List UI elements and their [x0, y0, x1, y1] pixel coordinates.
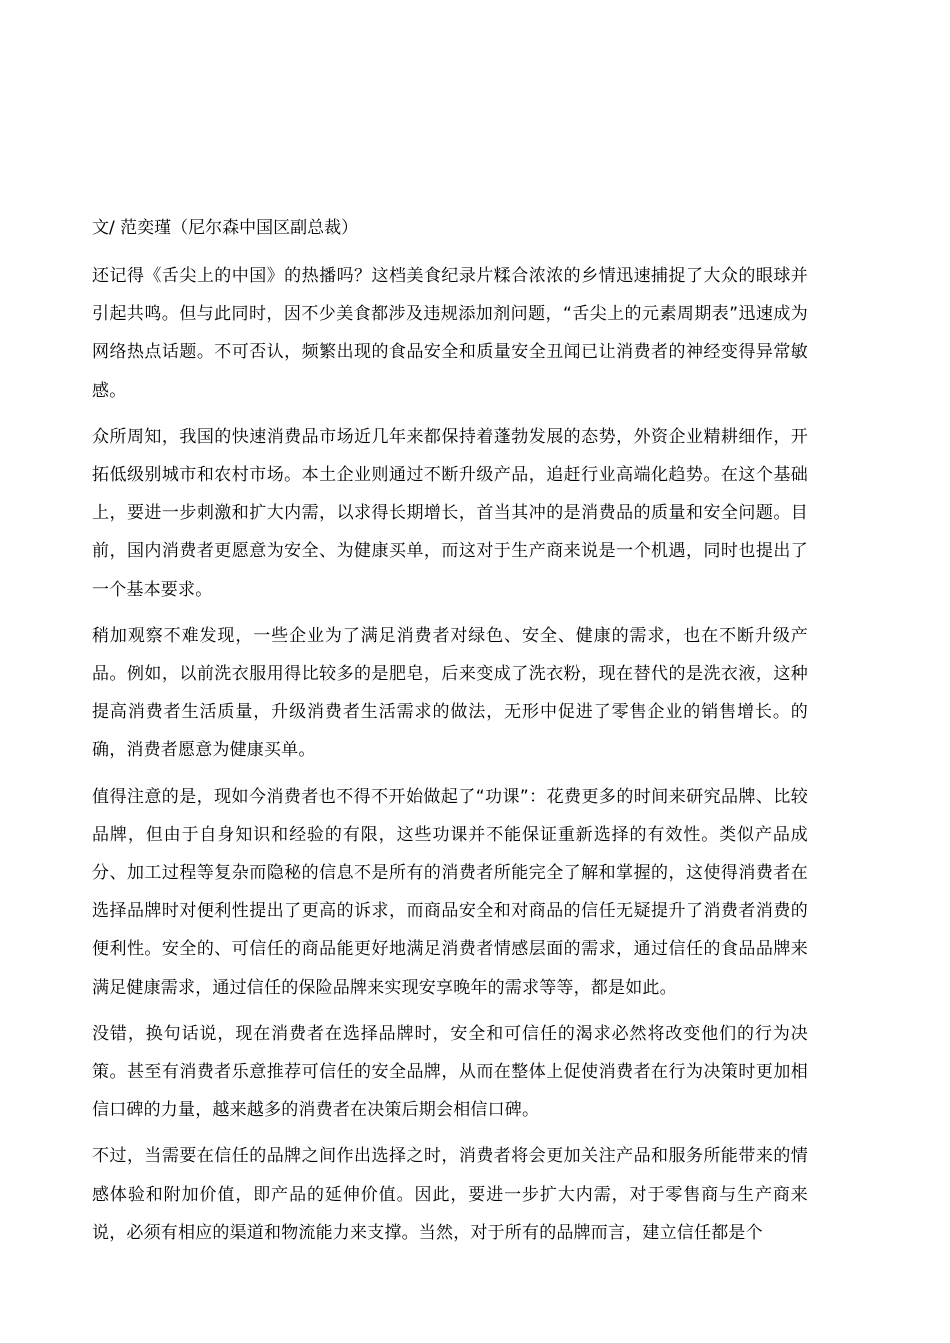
article-byline: 文/ 范奕瑾（尼尔森中国区副总裁） — [92, 218, 359, 238]
article-body — [92, 214, 808, 1260]
paragraph-4: 值得注意的是，现如今消费者也不得不开始做起了“功课”：花费更多的时间来研究品牌、比较品牌，但由于自身知识和经验的有限，这些功课并不能保证重新选择的有效性。类似产品成分、加工过程等复杂而隐秘的信息不是所有的消费者所能完全了解和掌握的，这使得消费者在选择品牌时对便利性提出了更高的诉求，而商品安全和对商品的信任无疑提升了消费者消费的便利性。安全的、可信任的商品能更好地满足消费者情感层面的需求，通过信任的食品品牌来满足健康需求，通过信任的保险品牌来实现安享晚年的需求等等，都是如此。 — [92, 786, 808, 998]
paragraph-5: 没错，换句话说，现在消费者在选择品牌时，安全和可信任的渴求必然将改变他们的行为决策。甚至有消费者乐意推荐可信任的安全品牌，从而在整体上促使消费者在行为决策时更加相信口碑的力量，越来越多的消费者在决策后期会相信口碑。 — [92, 1023, 808, 1121]
paragraph-2: 众所周知，我国的快速消费品市场近几年来都保持着蓬勃发展的态势，外资企业精耕细作，开拓低级别城市和农村市场。本土企业则通过不断升级产品，追赶行业高端化趋势。在这个基础上，要进一步刺激和扩大内需，以求得长期增长，首当其冲的是消费品的质量和安全问题。目前，国内消费者更愿意为安全、为健康买单，而这对于生产商来说是一个机遇，同时也提出了一个基本要求。 — [92, 426, 808, 600]
paragraph-3: 稍加观察不难发现，一些企业为了满足消费者对绿色、安全、健康的需求，也在不断升级产品。例如，以前洗衣服用得比较多的是肥皂，后来变成了洗衣粉，现在替代的是洗衣液，这种提高消费者生活质量，升级消费者生活需求的做法，无形中促进了零售企业的销售增长。的确，消费者愿意为健康买单。 — [92, 625, 808, 761]
paragraph-6: 不过，当需要在信任的品牌之间作出选择之时，消费者将会更加关注产品和服务所能带来的情感体验和附加价值，即产品的延伸价值。因此，要进一步扩大内需，对于零售商与生产商来说，必须有相应的渠道和物流能力来支撑。当然，对于所有的品牌而言，建立信任都是个 — [92, 1146, 808, 1243]
paragraph-1: 还记得《舌尖上的中国》的热播吗？这档美食纪录片糅合浓浓的乡情迅速捕捉了大众的眼球并引起共鸣。但与此同时，因不少美食都涉及违规添加剂问题，“舌尖上的元素周期表”迅速成为网络热点话题。不可否认，频繁出现的食品安全和质量安全丑闻已让消费者的神经变得异常敏感。 — [92, 266, 808, 401]
